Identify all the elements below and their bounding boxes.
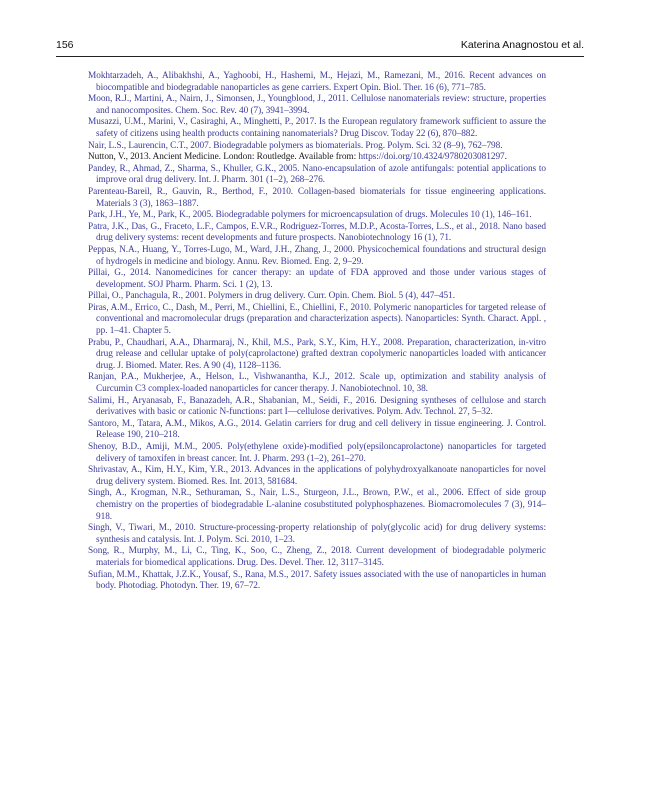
reference-item: Song, R., Murphy, M., Li, C., Ting, K., Soo, C., Zheng, Z., 2018. Current development of biodegradable polymeric materials for biomedical applications. Drug. Des. Devel. Ther. 12, 3117–3145.: [88, 546, 546, 568]
reference-list: [88, 71, 546, 593]
reference-item: Park, J.H., Ye, M., Park, K., 2005. Biodegradable polymers for microencapsulation of drugs. Molecules 10 (1), 146–161.: [88, 210, 532, 221]
page-number: 156: [56, 39, 74, 51]
reference-item: Shrivastav, A., Kim, H.Y., Kim, Y.R., 2013. Advances in the applications of polyhydroxyalkanoate nanoparticles for novel drug delivery system. Biomed. Res. Int. 2013, 581684.: [88, 465, 546, 487]
doi-link[interactable]: https://doi.org/10.4324/9780203081297: [358, 152, 505, 163]
reference-item: Prabu, P., Chaudhari, A.A., Dharmaraj, N., Khil, M.S., Park, S.Y., Kim, H.Y., 2008. Preparation, characterization, in-vitro drug release and cellular uptake of poly(caprolactone) grafted dextran copolymeric nanoparticles loaded with anticancer drug. J. Biomed. Mater. Res. A 90 (4), 1128–1136.: [88, 337, 546, 371]
header-rule: [56, 56, 584, 57]
reference-item: Singh, A., Krogman, N.R., Sethuraman, S., Nair, L.S., Sturgeon, J.L., Brown, P.W., et al., 2006. Effect of side group chemistry on the properties of biodegradable L-alanine cosubstituted polyphosphazenes. Biomacromolecules 7 (3), 914–918.: [88, 488, 546, 522]
reference-item: Pillai, G., 2014. Nanomedicines for cancer therapy: an update of FDA approved and those under various stages of development. SOJ Pharm. Pharm. Sci. 1 (2), 13.: [88, 268, 546, 290]
reference-item: Sufian, M.M., Khattak, J.Z.K., Yousaf, S., Rana, M.S., 2017. Safety issues associated with the use of nanoparticles in human body. Photodiag. Photodyn. Ther. 19, 67–72.: [88, 569, 546, 592]
reference-item: Ranjan, P.A., Mukherjee, A., Helson, L., Vishwanantha, K.J., 2012. Scale up, optimization and stability analysis of Curcumin C3 complex-loaded nanoparticles for cancer therapy. J. Nanobiotechnol. 10, 38.: [88, 372, 546, 395]
reference-item: Moon, R.J., Martini, A., Nairn, J., Simonsen, J., Youngblood, J., 2011. Cellulose nanomaterials review: structure, properties and nanocomposites. Chem. Soc. Rev. 40 (7), 3941–3994.: [88, 94, 546, 116]
reference-item: Nutton, V., 2013. Ancient Medicine. London: Routledge. Available from: https://doi.org/10.4324/9780203081297.: [88, 152, 507, 163]
running-head-authors: Katerina Anagnostou et al.: [460, 39, 584, 51]
running-head: [56, 39, 584, 55]
reference-item: Peppas, N.A., Huang, Y., Torres-Lugo, M., Ward, J.H., Zhang, J., 2000. Physicochemical foundations and structural design of hydrogels in medicine and biology. Annu. Rev. Biomed. Eng. 2, 9–29.: [88, 244, 546, 267]
reference-item: Mokhtarzadeh, A., Alibakhshi, A., Yaghoobi, H., Hashemi, M., Hejazi, M., Ramezani, M., 2016. Recent advances on biocompatible and biodegradable nanoparticles as gene carriers. Expert Opin. Biol. Ther. 16 (6), 771–785.: [88, 71, 546, 93]
reference-item: Shenoy, B.D., Amiji, M.M., 2005. Poly(ethylene oxide)-modified poly(epsiloncaprolactone) nanoparticles for targeted delivery of tamoxifen in breast cancer. Int. J. Pharm. 293 (1–2), 261–270.: [88, 442, 546, 464]
reference-item: Nair, L.S., Laurencin, C.T., 2007. Biodegradable polymers as biomaterials. Prog. Polym. Sci. 32 (8–9), 762–798.: [88, 140, 503, 151]
reference-item: Pillai, O., Panchagula, R., 2001. Polymers in drug delivery. Curr. Opin. Chem. Biol. 5 (4), 447–451.: [88, 291, 456, 302]
reference-item: Santoro, M., Tatara, A.M., Mikos, A.G., 2014. Gelatin carriers for drug and cell delivery in tissue engineering. J. Control. Release 190, 210–218.: [88, 418, 546, 441]
reference-item: Patra, J.K., Das, G., Fraceto, L.F., Campos, E.V.R., Rodriguez-Torres, M.D.P., Acosta-Torres, L.S., et al., 2018. Nano based drug delivery systems: recent developments and future prospects. Nanobiotechnology 16 (1), 71.: [88, 221, 546, 244]
reference-item: Singh, V., Tiwari, M., 2010. Structure-processing-property relationship of poly(glycolic acid) for drug delivery systems: synthesis and catalysis. Int. J. Polym. Sci. 2010, 1–23.: [88, 523, 546, 545]
reference-item: Piras, A.M., Errico, C., Dash, M., Perri, M., Chiellini, E., Chiellini, F., 2010. Polymeric nanoparticles for targeted release of conventional and macromolecular drugs (preparation and characterization aspects). Nanoparticles: Synth. Charact. Appl. , pp. 1–41. Chapter 5.: [88, 302, 546, 337]
reference-item: Parenteau-Bareil, R., Gauvin, R., Berthod, F., 2010. Collagen-based biomaterials for tissue engineering applications. Materials 3 (3), 1863–1887.: [88, 186, 546, 209]
reference-item: Pandey, R., Ahmad, Z., Sharma, S., Khuller, G.K., 2005. Nano-encapsulation of azole antifungals: potential applications to improve oral drug delivery. Int. J. Pharm. 301 (1–2), 268–276.: [88, 163, 546, 186]
reference-item: Musazzi, U.M., Marini, V., Casiraghi, A., Minghetti, P., 2017. Is the European regulatory framework sufficient to assure the safety of citizens using health products containing nanomaterials? Drug Discov. Today 22 (6), 870–882.: [88, 117, 546, 139]
reference-item: Salimi, H., Aryanasab, F., Banazadeh, A.R., Shabanian, M., Seidi, F., 2016. Designing syntheses of cellulose and starch derivatives with basic or cationic N-functions: part I—cellulose derivatives. Polym. Adv. Technol. 27, 5–32.: [88, 395, 546, 418]
